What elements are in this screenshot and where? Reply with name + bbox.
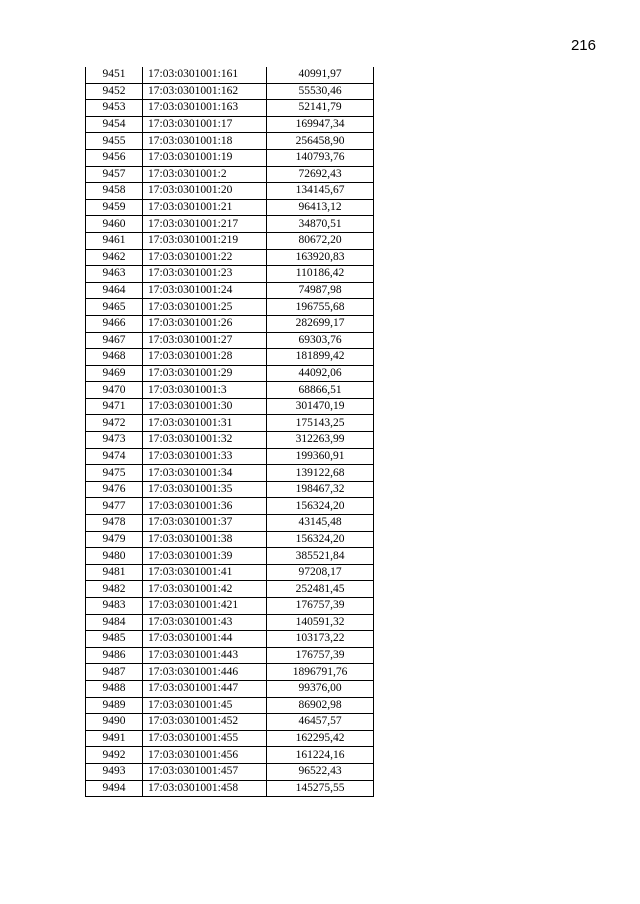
cadastral-number-cell: 17:03:0301001:443 [143,647,267,664]
value-cell: 169947,34 [267,116,374,133]
value-cell: 40991,97 [267,67,374,83]
row-number-cell: 9466 [86,315,143,332]
value-cell: 198467,32 [267,481,374,498]
cadastral-number-cell: 17:03:0301001:161 [143,67,267,83]
cadastral-number-cell: 17:03:0301001:25 [143,299,267,316]
table-row [86,697,374,714]
row-number-cell: 9478 [86,515,143,532]
row-number-cell: 9482 [86,581,143,598]
row-number-cell: 9471 [86,398,143,415]
value-cell: 34870,51 [267,216,374,233]
cadastral-number-cell: 17:03:0301001:27 [143,332,267,349]
value-cell: 68866,51 [267,382,374,399]
table-row [86,747,374,764]
table-row [86,647,374,664]
table-row [86,763,374,780]
value-cell: 145275,55 [267,780,374,797]
value-cell: 99376,00 [267,680,374,697]
table-row [86,315,374,332]
table-row [86,498,374,515]
value-cell: 181899,42 [267,349,374,366]
value-cell: 175143,25 [267,415,374,432]
table-row [86,382,374,399]
row-number-cell: 9467 [86,332,143,349]
value-cell: 43145,48 [267,515,374,532]
table-row [86,166,374,183]
row-number-cell: 9481 [86,564,143,581]
table-row [86,581,374,598]
table-row [86,465,374,482]
table-row [86,664,374,681]
row-number-cell: 9464 [86,282,143,299]
cadastral-number-cell: 17:03:0301001:21 [143,199,267,216]
value-cell: 69303,76 [267,332,374,349]
row-number-cell: 9487 [86,664,143,681]
value-cell: 176757,39 [267,598,374,615]
table-row [86,216,374,233]
records-table [85,67,374,797]
cadastral-number-cell: 17:03:0301001:455 [143,730,267,747]
row-number-cell: 9476 [86,481,143,498]
table-row [86,183,374,200]
table-row [86,515,374,532]
value-cell: 163920,83 [267,249,374,266]
cadastral-number-cell: 17:03:0301001:32 [143,432,267,449]
cadastral-number-cell: 17:03:0301001:39 [143,548,267,565]
row-number-cell: 9492 [86,747,143,764]
value-cell: 74987,98 [267,282,374,299]
table-row [86,349,374,366]
value-cell: 97208,17 [267,564,374,581]
value-cell: 96413,12 [267,199,374,216]
cadastral-number-cell: 17:03:0301001:19 [143,149,267,166]
cadastral-number-cell: 17:03:0301001:23 [143,266,267,283]
row-number-cell: 9483 [86,598,143,615]
cadastral-number-cell: 17:03:0301001:28 [143,349,267,366]
table-row [86,780,374,797]
table-row [86,282,374,299]
row-number-cell: 9475 [86,465,143,482]
cadastral-number-cell: 17:03:0301001:24 [143,282,267,299]
value-cell: 86902,98 [267,697,374,714]
table-row [86,332,374,349]
cadastral-number-cell: 17:03:0301001:33 [143,448,267,465]
cadastral-number-cell: 17:03:0301001:29 [143,365,267,382]
cadastral-number-cell: 17:03:0301001:2 [143,166,267,183]
value-cell: 103173,22 [267,631,374,648]
row-number-cell: 9453 [86,100,143,117]
cadastral-number-cell: 17:03:0301001:217 [143,216,267,233]
table-row [86,199,374,216]
cadastral-number-cell: 17:03:0301001:31 [143,415,267,432]
cadastral-number-cell: 17:03:0301001:41 [143,564,267,581]
table-row [86,100,374,117]
row-number-cell: 9484 [86,614,143,631]
table-row [86,67,374,83]
value-cell: 44092,06 [267,365,374,382]
table-row [86,249,374,266]
value-cell: 312263,99 [267,432,374,449]
cadastral-number-cell: 17:03:0301001:219 [143,232,267,249]
value-cell: 46457,57 [267,714,374,731]
value-cell: 156324,20 [267,498,374,515]
value-cell: 199360,91 [267,448,374,465]
row-number-cell: 9456 [86,149,143,166]
row-number-cell: 9485 [86,631,143,648]
records-table-body [86,67,374,797]
value-cell: 256458,90 [267,133,374,150]
cadastral-number-cell: 17:03:0301001:17 [143,116,267,133]
value-cell: 196755,68 [267,299,374,316]
row-number-cell: 9454 [86,116,143,133]
table-row [86,481,374,498]
row-number-cell: 9468 [86,349,143,366]
table-row [86,116,374,133]
row-number-cell: 9494 [86,780,143,797]
row-number-cell: 9463 [86,266,143,283]
value-cell: 72692,43 [267,166,374,183]
cadastral-number-cell: 17:03:0301001:43 [143,614,267,631]
cadastral-number-cell: 17:03:0301001:22 [143,249,267,266]
row-number-cell: 9491 [86,730,143,747]
page-number: 216 [570,37,596,54]
value-cell: 55530,46 [267,83,374,100]
table-row [86,598,374,615]
value-cell: 80672,20 [267,232,374,249]
row-number-cell: 9459 [86,199,143,216]
cadastral-number-cell: 17:03:0301001:26 [143,315,267,332]
row-number-cell: 9490 [86,714,143,731]
value-cell: 282699,17 [267,315,374,332]
row-number-cell: 9480 [86,548,143,565]
table-row [86,133,374,150]
row-number-cell: 9469 [86,365,143,382]
row-number-cell: 9451 [86,67,143,83]
table-row [86,614,374,631]
value-cell: 110186,42 [267,266,374,283]
cadastral-number-cell: 17:03:0301001:452 [143,714,267,731]
cadastral-number-cell: 17:03:0301001:35 [143,481,267,498]
row-number-cell: 9472 [86,415,143,432]
row-number-cell: 9493 [86,763,143,780]
cadastral-number-cell: 17:03:0301001:163 [143,100,267,117]
cadastral-number-cell: 17:03:0301001:447 [143,680,267,697]
table-row [86,232,374,249]
table-row [86,531,374,548]
value-cell: 96522,43 [267,763,374,780]
cadastral-number-cell: 17:03:0301001:421 [143,598,267,615]
cadastral-number-cell: 17:03:0301001:42 [143,581,267,598]
table-row [86,680,374,697]
table-row [86,548,374,565]
value-cell: 1896791,76 [267,664,374,681]
row-number-cell: 9460 [86,216,143,233]
cadastral-number-cell: 17:03:0301001:38 [143,531,267,548]
cadastral-number-cell: 17:03:0301001:20 [143,183,267,200]
value-cell: 301470,19 [267,398,374,415]
table-row [86,266,374,283]
row-number-cell: 9465 [86,299,143,316]
row-number-cell: 9473 [86,432,143,449]
row-number-cell: 9461 [86,232,143,249]
table-row [86,714,374,731]
cadastral-number-cell: 17:03:0301001:44 [143,631,267,648]
value-cell: 134145,67 [267,183,374,200]
table-row [86,299,374,316]
table-row [86,564,374,581]
row-number-cell: 9486 [86,647,143,664]
cadastral-number-cell: 17:03:0301001:446 [143,664,267,681]
row-number-cell: 9489 [86,697,143,714]
value-cell: 140591,32 [267,614,374,631]
table-row [86,415,374,432]
value-cell: 162295,42 [267,730,374,747]
cadastral-number-cell: 17:03:0301001:34 [143,465,267,482]
row-number-cell: 9474 [86,448,143,465]
value-cell: 252481,45 [267,581,374,598]
cadastral-number-cell: 17:03:0301001:458 [143,780,267,797]
row-number-cell: 9452 [86,83,143,100]
table-row [86,448,374,465]
cadastral-number-cell: 17:03:0301001:36 [143,498,267,515]
table-row [86,398,374,415]
row-number-cell: 9458 [86,183,143,200]
row-number-cell: 9455 [86,133,143,150]
cadastral-number-cell: 17:03:0301001:45 [143,697,267,714]
table-row [86,365,374,382]
cadastral-number-cell: 17:03:0301001:18 [143,133,267,150]
cadastral-number-cell: 17:03:0301001:457 [143,763,267,780]
row-number-cell: 9462 [86,249,143,266]
table-row [86,83,374,100]
table-row [86,730,374,747]
value-cell: 176757,39 [267,647,374,664]
table-row [86,432,374,449]
cadastral-number-cell: 17:03:0301001:3 [143,382,267,399]
row-number-cell: 9479 [86,531,143,548]
row-number-cell: 9488 [86,680,143,697]
cadastral-number-cell: 17:03:0301001:456 [143,747,267,764]
value-cell: 139122,68 [267,465,374,482]
value-cell: 385521,84 [267,548,374,565]
cadastral-number-cell: 17:03:0301001:37 [143,515,267,532]
value-cell: 52141,79 [267,100,374,117]
cadastral-number-cell: 17:03:0301001:162 [143,83,267,100]
row-number-cell: 9477 [86,498,143,515]
value-cell: 140793,76 [267,149,374,166]
row-number-cell: 9470 [86,382,143,399]
cadastral-number-cell: 17:03:0301001:30 [143,398,267,415]
value-cell: 156324,20 [267,531,374,548]
table-row [86,631,374,648]
value-cell: 161224,16 [267,747,374,764]
row-number-cell: 9457 [86,166,143,183]
table-row [86,149,374,166]
